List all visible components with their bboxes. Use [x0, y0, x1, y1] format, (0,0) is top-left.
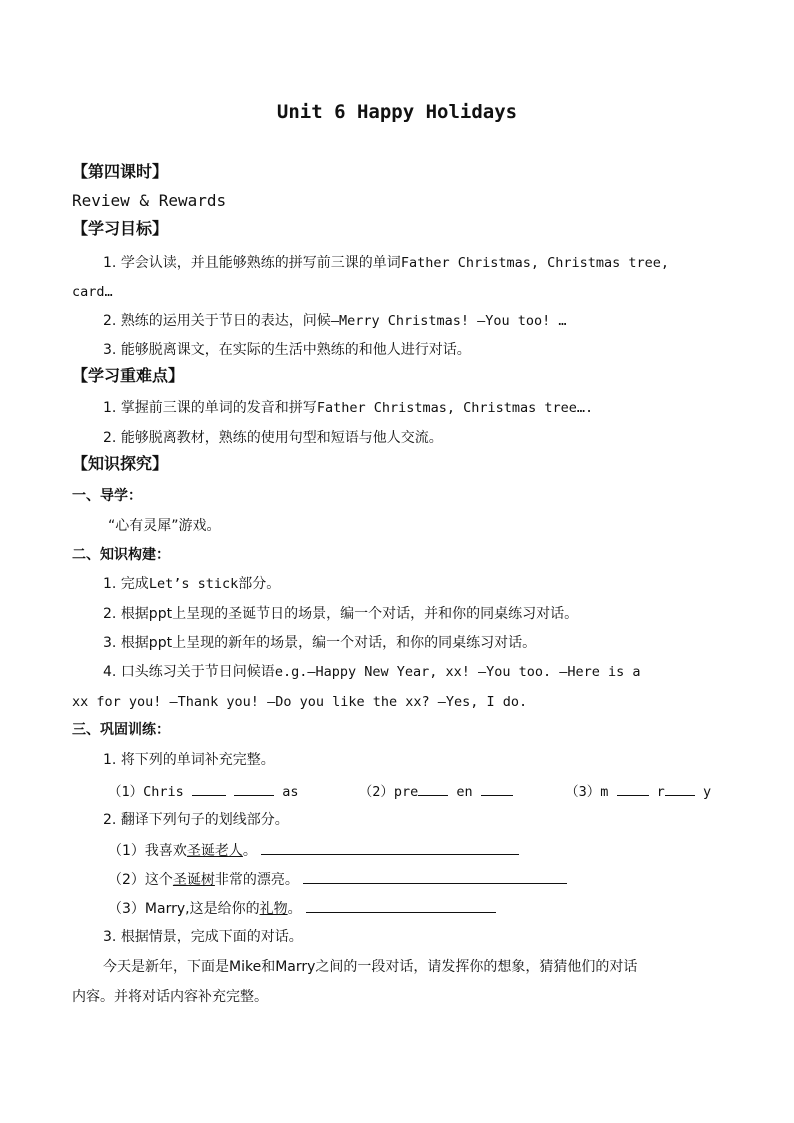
page-title: Unit 6 Happy Holidays	[276, 101, 518, 123]
build-item-2: 2. 根据ppt上呈现的圣诞节日的场景，编一个对话，并和你的同桌练习对话。	[103, 606, 579, 622]
goals-heading: 【学习目标】	[72, 219, 169, 238]
section-1-text: “心有灵犀”游戏。	[108, 518, 221, 534]
goal-item-1-cont: card…	[72, 284, 113, 300]
goal-item-1: 1. 学会认读，并且能够熟练的拼写前三课的单词Father Christmas, Christmas tree,	[103, 255, 670, 271]
goal-item-3: 3. 能够脱离课文，在实际的生活中熟练的和他人进行对话。	[103, 342, 471, 358]
build-item-4-cont: xx for you! —Thank you! —Do you like the xx? —Yes, I do.	[72, 694, 528, 710]
section-3-heading: 三、巩固训练：	[72, 722, 170, 738]
key-point-item-1: 1. 掌握前三课的单词的发音和拼写Father Christmas, Christmas tree….	[103, 400, 594, 416]
q1-words-row	[108, 781, 758, 802]
q1-word-1: （1）Chris as	[108, 784, 307, 800]
blank-field[interactable]	[665, 781, 695, 796]
practice-q2: 2. 翻译下列句子的划线部分。	[103, 812, 289, 828]
blank-field[interactable]	[234, 781, 274, 796]
answer-line[interactable]	[303, 869, 567, 884]
lesson-heading: 【第四课时】	[72, 162, 169, 181]
key-points-heading: 【学习重难点】	[72, 366, 185, 385]
practice-q1: 1. 将下列的单词补充完整。	[103, 752, 275, 768]
key-point-item-2: 2. 能够脱离教材，熟练的使用句型和短语与他人交流。	[103, 430, 443, 446]
blank-field[interactable]	[418, 781, 448, 796]
blank-field[interactable]	[481, 781, 513, 796]
q2-item-3: （3）Marry,这是给你的礼物。	[108, 898, 758, 919]
build-item-4: 4. 口头练习关于节日问候语e.g.—Happy New Year, xx! —You too. —Here is a	[103, 664, 641, 680]
blank-field[interactable]	[617, 781, 649, 796]
explore-heading: 【知识探究】	[72, 454, 169, 473]
q3-paragraph-2: 内容。并将对话内容补充完整。	[72, 989, 268, 1005]
practice-q3: 3. 根据情景，完成下面的对话。	[103, 929, 303, 945]
section-1-heading: 一、导学：	[72, 488, 142, 504]
q1-word-3: （3）m r y	[565, 784, 711, 800]
answer-line[interactable]	[306, 898, 496, 913]
build-item-3: 3. 根据ppt上呈现的新年的场景，编一个对话，和你的同桌练习对话。	[103, 635, 537, 651]
build-item-1: 1. 完成Let’s stick部分。	[103, 576, 281, 592]
answer-line[interactable]	[261, 840, 519, 855]
q2-item-1: （1）我喜欢圣诞老人。	[108, 840, 758, 861]
q2-item-2: （2）这个圣诞树非常的漂亮。	[108, 869, 758, 890]
q3-paragraph-1: 今天是新年，下面是Mike和Marry之间的一段对话，请发挥你的想象，猜猜他们的对话	[103, 959, 638, 975]
lesson-subtitle: Review & Rewards	[72, 191, 227, 210]
section-2-heading: 二、知识构建：	[72, 547, 170, 563]
q1-word-2: （2）pre en	[359, 784, 521, 800]
goal-item-2: 2. 熟练的运用关于节日的表达，问候—Merry Christmas! —You too! …	[103, 313, 567, 329]
blank-field[interactable]	[192, 781, 226, 796]
